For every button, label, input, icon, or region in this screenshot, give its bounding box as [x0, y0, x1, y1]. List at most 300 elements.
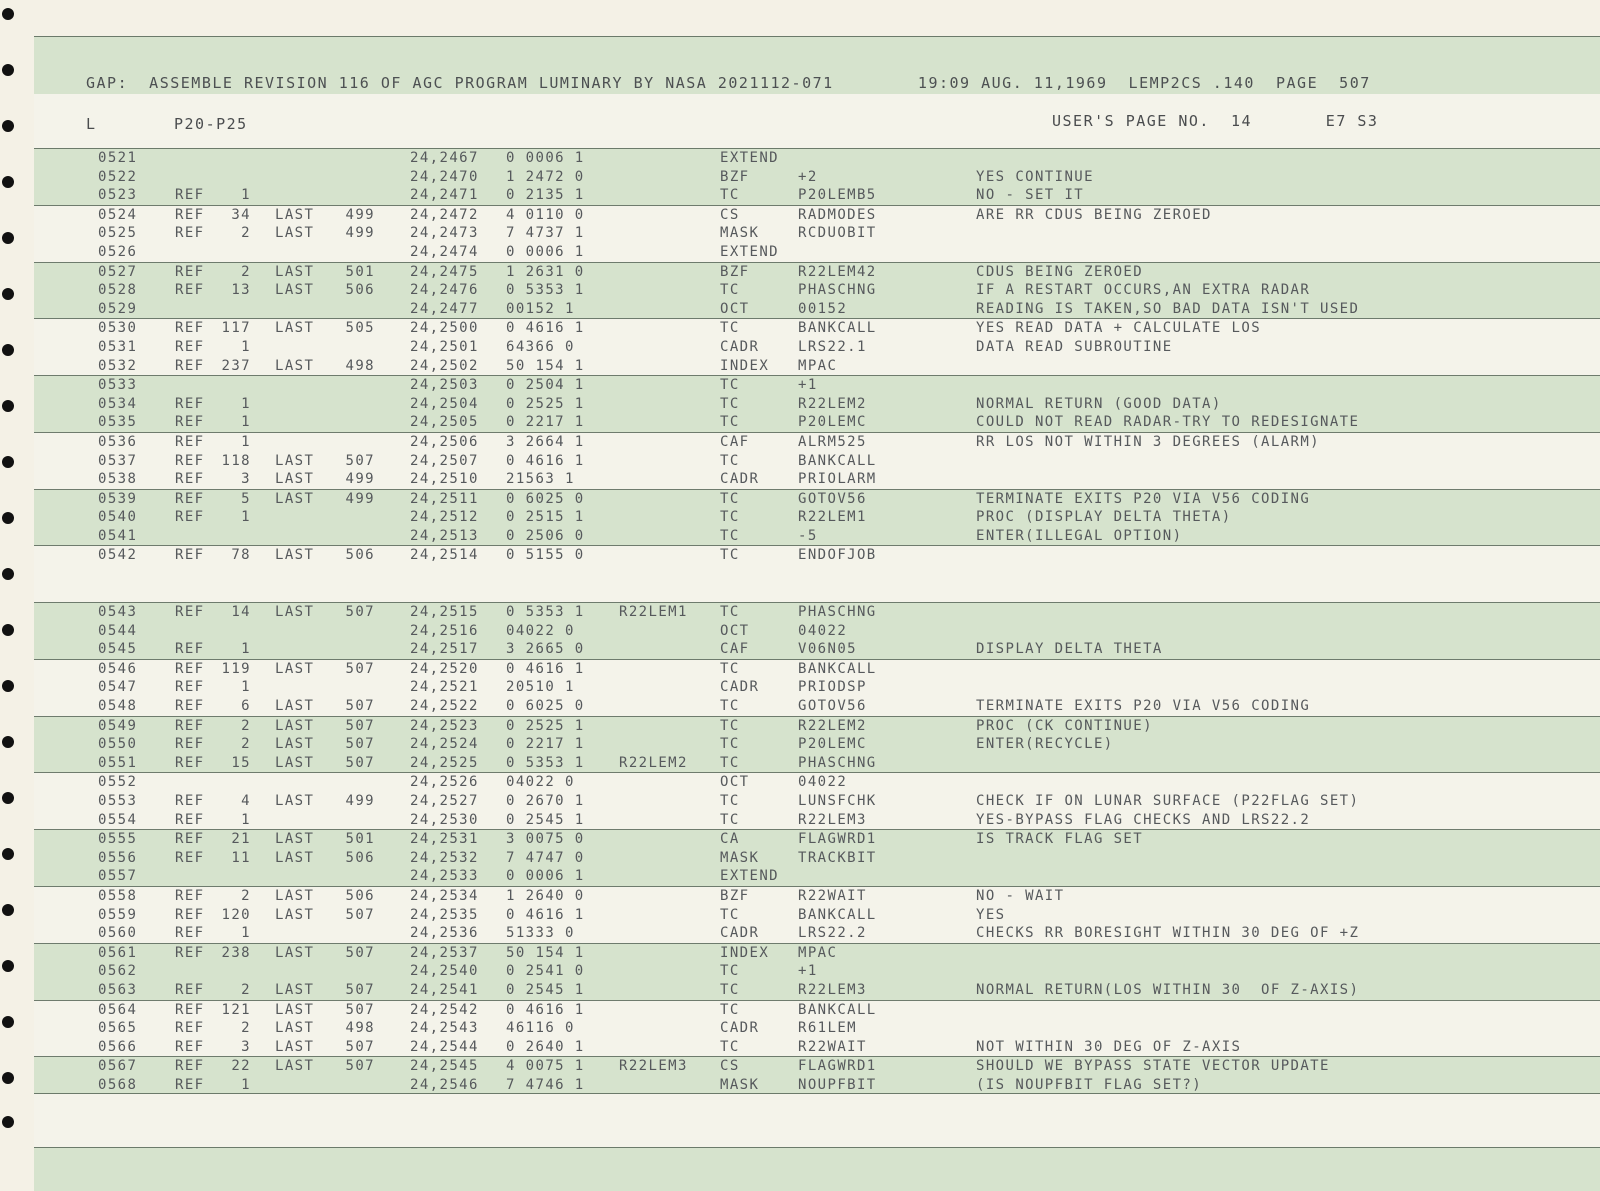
cell-address: 24,2516 [410, 622, 479, 639]
cell-opcode: CAF [720, 433, 750, 450]
cell-last-marker: LAST [275, 1058, 315, 1075]
cell-operand: PRIODSP [798, 679, 867, 696]
cell-operand: BANKCALL [798, 320, 877, 337]
cell-ref-marker: REF [175, 263, 205, 280]
cell-octal-word: 21563 1 [506, 471, 575, 488]
cell-ref-count: 15 [231, 754, 251, 771]
cell-octal-word: 1 2472 0 [506, 168, 585, 185]
cell-line-number: 0522 [98, 168, 138, 185]
cell-opcode: CS [720, 1058, 740, 1075]
cell-ref-count: 238 [221, 944, 251, 961]
cell-opcode: CS [720, 206, 740, 223]
cell-last-page: 506 [345, 849, 375, 866]
cell-opcode: TC [720, 414, 740, 431]
cell-comment: CHECK IF ON LUNAR SURFACE (P22FLAG SET) [976, 793, 1360, 809]
cell-comment: YES [976, 906, 1006, 923]
cell-octal-word: 0 2217 1 [506, 736, 585, 753]
cell-octal-word: 0 2135 1 [506, 187, 585, 204]
cell-ref-marker: REF [175, 849, 205, 866]
cell-opcode: TC [720, 604, 740, 621]
cell-opcode: MASK [720, 225, 760, 242]
cell-ref-marker: REF [175, 641, 205, 658]
cell-address: 24,2506 [410, 433, 479, 450]
cell-ref-marker: REF [175, 225, 205, 242]
cell-ref-marker: REF [175, 604, 205, 621]
cell-octal-word: 04022 0 [506, 774, 575, 791]
cell-last-marker: LAST [275, 906, 315, 923]
cell-opcode: CADR [720, 471, 760, 488]
cell-octal-word: 0 2545 1 [506, 811, 585, 828]
cell-last-page: 498 [345, 357, 375, 374]
listing-row [34, 1076, 1600, 1095]
cell-opcode: TC [720, 1001, 740, 1018]
cell-operand: NOUPFBIT [798, 1076, 877, 1093]
listing-row [34, 829, 1600, 849]
cell-comment: TERMINATE EXITS P20 VIA V56 CODING [976, 698, 1311, 715]
listing-row [34, 1038, 1600, 1057]
cell-last-marker: LAST [275, 282, 315, 299]
cell-line-number: 0553 [98, 793, 138, 809]
cell-operand: R22WAIT [798, 887, 867, 904]
cell-ref-count: 119 [221, 660, 251, 677]
binder-hole [2, 624, 14, 636]
assembly-header: GAP: ASSEMBLE REVISION 116 OF AGC PROGRAM LUMINARY BY NASA 2021112-071 19:09 AUG. 11,1969 LEMP2CS .140 PAGE 507 [86, 74, 1371, 92]
cell-address: 24,2513 [410, 527, 479, 544]
cell-address: 24,2514 [410, 547, 479, 564]
cell-octal-word: 0 0006 1 [506, 868, 585, 885]
listing-row [34, 754, 1600, 773]
cell-last-page: 507 [345, 660, 375, 677]
cell-operand: 04022 [798, 622, 848, 639]
cell-ref-marker: REF [175, 357, 205, 374]
cell-opcode: MASK [720, 849, 760, 866]
cell-ref-count: 3 [241, 1038, 251, 1055]
cell-octal-word: 0 6025 0 [506, 698, 585, 715]
binder-hole [2, 64, 14, 76]
cell-ref-marker: REF [175, 717, 205, 734]
cell-comment: YES READ DATA + CALCULATE LOS [976, 320, 1262, 337]
cell-address: 24,2475 [410, 263, 479, 280]
cell-octal-word: 7 4737 1 [506, 225, 585, 242]
cell-line-number: 0545 [98, 641, 138, 658]
cell-ref-marker: REF [175, 338, 205, 355]
cell-ref-marker: REF [175, 490, 205, 507]
cell-last-marker: LAST [275, 547, 315, 564]
cell-ref-count: 1 [241, 811, 251, 828]
cell-octal-word: 3 0075 0 [506, 831, 585, 848]
cell-address: 24,2530 [410, 811, 479, 828]
cell-opcode: OCT [720, 300, 750, 317]
listing-row [34, 318, 1600, 338]
cell-octal-word: 0 0006 1 [506, 150, 585, 166]
cell-last-page: 505 [345, 320, 375, 337]
cell-last-page: 507 [345, 754, 375, 771]
cell-operand: GOTOV56 [798, 490, 867, 507]
cell-last-page: 507 [345, 1058, 375, 1075]
cell-line-number: 0547 [98, 679, 138, 696]
cell-ref-count: 1 [241, 187, 251, 204]
cell-ref-marker: REF [175, 471, 205, 488]
cell-octal-word: 4 0075 1 [506, 1058, 585, 1075]
cell-octal-word: 20510 1 [506, 679, 575, 696]
cell-last-marker: LAST [275, 206, 315, 223]
cell-operand: R22WAIT [798, 1038, 867, 1055]
cell-last-page: 506 [345, 282, 375, 299]
cell-comment: NO - WAIT [976, 887, 1065, 904]
cell-ref-count: 34 [231, 206, 251, 223]
cell-last-marker: LAST [275, 471, 315, 488]
cell-address: 24,2527 [410, 793, 479, 809]
cell-ref-marker: REF [175, 282, 205, 299]
cell-octal-word: 0 2525 1 [506, 717, 585, 734]
cell-comment: DATA READ SUBROUTINE [976, 338, 1173, 355]
cell-address: 24,2467 [410, 150, 479, 166]
cell-ref-marker: REF [175, 1038, 205, 1055]
cell-comment: RR LOS NOT WITHIN 3 DEGREES (ALARM) [976, 433, 1321, 450]
cell-line-number: 0566 [98, 1038, 138, 1055]
binder-hole [2, 848, 14, 860]
cell-ref-marker: REF [175, 698, 205, 715]
cell-last-marker: LAST [275, 490, 315, 507]
cell-line-number: 0530 [98, 320, 138, 337]
listing-row [34, 867, 1600, 886]
cell-ref-count: 14 [231, 604, 251, 621]
cell-operand: FLAGWRD1 [798, 1058, 877, 1075]
cell-address: 24,2511 [410, 490, 479, 507]
cell-ref-marker: REF [175, 754, 205, 771]
cell-octal-word: 0 4616 1 [506, 1001, 585, 1018]
cell-ref-count: 2 [241, 717, 251, 734]
cell-operand: P20LEMC [798, 414, 867, 431]
cell-opcode: TC [720, 1038, 740, 1055]
cell-last-marker: LAST [275, 225, 315, 242]
binder-hole [2, 288, 14, 300]
cell-opcode: CA [720, 831, 740, 848]
cell-line-number: 0543 [98, 604, 138, 621]
cell-ref-marker: REF [175, 887, 205, 904]
cell-line-number: 0534 [98, 395, 138, 412]
cell-address: 24,2531 [410, 831, 479, 848]
cell-line-number: 0554 [98, 811, 138, 828]
cell-line-number: 0529 [98, 300, 138, 317]
cell-address: 24,2517 [410, 641, 479, 658]
listing-row [34, 886, 1600, 906]
cell-last-marker: LAST [275, 660, 315, 677]
cell-ref-marker: REF [175, 187, 205, 204]
listing-row [34, 849, 1600, 868]
cell-address: 24,2504 [410, 395, 479, 412]
subheader-section: P20-P25 [174, 115, 248, 133]
cell-opcode: MASK [720, 1076, 760, 1093]
cell-opcode: TC [720, 187, 740, 204]
cell-last-marker: LAST [275, 849, 315, 866]
cell-operand: PHASCHNG [798, 604, 877, 621]
cell-last-page: 499 [345, 793, 375, 809]
cell-opcode: TC [720, 660, 740, 677]
cell-operand: BANKCALL [798, 660, 877, 677]
cell-line-number: 0550 [98, 736, 138, 753]
cell-ref-count: 1 [241, 679, 251, 696]
cell-line-number: 0523 [98, 187, 138, 204]
listing-row [34, 622, 1600, 641]
cell-operand: LUNSFCHK [798, 793, 877, 809]
cell-opcode: CADR [720, 1020, 760, 1037]
binder-hole [2, 120, 14, 132]
cell-operand: RADMODES [798, 206, 877, 223]
cell-octal-word: 0 2506 0 [506, 527, 585, 544]
listing-row [34, 981, 1600, 1000]
cell-octal-word: 0 2525 1 [506, 395, 585, 412]
cell-ref-marker: REF [175, 433, 205, 450]
cell-opcode: TC [720, 793, 740, 809]
cell-operand: V06N05 [798, 641, 857, 658]
cell-line-number: 0562 [98, 963, 138, 980]
listing-row [34, 168, 1600, 187]
cell-last-marker: LAST [275, 831, 315, 848]
cell-opcode: INDEX [720, 357, 770, 374]
cell-ref-count: 2 [241, 887, 251, 904]
cell-line-number: 0568 [98, 1076, 138, 1093]
cell-comment: IF A RESTART OCCURS,AN EXTRA RADAR [976, 282, 1311, 299]
cell-octal-word: 0 4616 1 [506, 452, 585, 469]
cell-ref-marker: REF [175, 736, 205, 753]
cell-last-marker: LAST [275, 1001, 315, 1018]
cell-address: 24,2532 [410, 849, 479, 866]
binder-hole [2, 456, 14, 468]
cell-ref-count: 237 [221, 357, 251, 374]
cell-comment: ARE RR CDUS BEING ZEROED [976, 206, 1212, 223]
cell-ref-count: 120 [221, 906, 251, 923]
cell-last-marker: LAST [275, 981, 315, 998]
cell-last-page: 507 [345, 452, 375, 469]
cell-line-number: 0526 [98, 243, 138, 260]
cell-ref-marker: REF [175, 1058, 205, 1075]
listing-row [34, 243, 1600, 262]
cell-ref-count: 1 [241, 338, 251, 355]
cell-operand: +2 [798, 168, 818, 185]
cell-octal-word: 7 4746 1 [506, 1076, 585, 1093]
cell-ref-count: 2 [241, 225, 251, 242]
binder-hole [2, 344, 14, 356]
cell-address: 24,2503 [410, 377, 479, 394]
cell-ref-count: 6 [241, 698, 251, 715]
cell-last-page: 501 [345, 831, 375, 848]
printout-sheet [34, 36, 1600, 1190]
cell-last-page: 506 [345, 887, 375, 904]
cell-address: 24,2474 [410, 243, 479, 260]
cell-opcode: OCT [720, 774, 750, 791]
cell-ref-count: 2 [241, 736, 251, 753]
cell-opcode: TC [720, 395, 740, 412]
cell-octal-word: 4 0110 0 [506, 206, 585, 223]
listing-row [34, 224, 1600, 243]
cell-ref-marker: REF [175, 1020, 205, 1037]
cell-address: 24,2510 [410, 471, 479, 488]
cell-address: 24,2505 [410, 414, 479, 431]
cell-line-number: 0536 [98, 433, 138, 450]
binder-hole [2, 904, 14, 916]
binder-hole [2, 1116, 14, 1128]
cell-last-page: 507 [345, 1038, 375, 1055]
cell-address: 24,2540 [410, 963, 479, 980]
binder-hole [2, 8, 14, 20]
cell-octal-word: 0 2640 1 [506, 1038, 585, 1055]
cell-ref-marker: REF [175, 509, 205, 526]
cell-address: 24,2536 [410, 925, 479, 942]
listing-row [34, 716, 1600, 736]
cell-opcode: TC [720, 282, 740, 299]
cell-opcode: TC [720, 377, 740, 394]
binder-hole [2, 680, 14, 692]
cell-octal-word: 0 0006 1 [506, 243, 585, 260]
cell-address: 24,2544 [410, 1038, 479, 1055]
cell-octal-word: 0 2504 1 [506, 377, 585, 394]
listing-row [34, 545, 1600, 565]
cell-last-page: 499 [345, 471, 375, 488]
cell-comment: IS TRACK FLAG SET [976, 831, 1144, 848]
listing-row [34, 640, 1600, 659]
cell-ref-marker: REF [175, 395, 205, 412]
cell-address: 24,2545 [410, 1058, 479, 1075]
cell-last-marker: LAST [275, 887, 315, 904]
cell-ref-count: 1 [241, 509, 251, 526]
cell-operand: LRS22.1 [798, 338, 867, 355]
user-page-number: USER'S PAGE NO. 14 E7 S3 [1052, 112, 1379, 130]
cell-octal-word: 0 2515 1 [506, 509, 585, 526]
cell-line-number: 0531 [98, 338, 138, 355]
cell-operand: BANKCALL [798, 906, 877, 923]
cell-opcode: TC [720, 736, 740, 753]
listing-row [34, 338, 1600, 357]
cell-ref-marker: REF [175, 981, 205, 998]
cell-operand: PRIOLARM [798, 471, 877, 488]
cell-address: 24,2525 [410, 754, 479, 771]
cell-opcode: TC [720, 509, 740, 526]
listing-row [34, 205, 1600, 225]
cell-line-number: 0541 [98, 527, 138, 544]
cell-line-number: 0555 [98, 831, 138, 848]
cell-address: 24,2521 [410, 679, 479, 696]
cell-octal-word: 46116 0 [506, 1020, 575, 1037]
listing-row [34, 792, 1600, 811]
binder-hole [2, 736, 14, 748]
cell-octal-word: 0 4616 1 [506, 320, 585, 337]
listing-row [34, 1056, 1600, 1076]
cell-opcode: INDEX [720, 944, 770, 961]
cell-octal-word: 0 5353 1 [506, 754, 585, 771]
cell-address: 24,2543 [410, 1020, 479, 1037]
cell-ref-count: 22 [231, 1058, 251, 1075]
cell-operand: 00152 [798, 300, 848, 317]
listing-gap [34, 565, 1600, 602]
cell-operand: +1 [798, 377, 818, 394]
cell-ref-count: 1 [241, 433, 251, 450]
cell-operand: R22LEM3 [798, 981, 867, 998]
cell-octal-word: 0 2217 1 [506, 414, 585, 431]
binder-hole [2, 960, 14, 972]
cell-opcode: BZF [720, 263, 750, 280]
cell-last-marker: LAST [275, 263, 315, 280]
listing-row [34, 149, 1600, 168]
cell-line-number: 0567 [98, 1058, 138, 1075]
cell-address: 24,2535 [410, 906, 479, 923]
cell-ref-marker: REF [175, 320, 205, 337]
listing-row [34, 281, 1600, 300]
cell-address: 24,2472 [410, 206, 479, 223]
cell-operand: R22LEM42 [798, 263, 877, 280]
cell-octal-word: 0 5155 0 [506, 547, 585, 564]
listing-row [34, 906, 1600, 925]
cell-opcode: EXTEND [720, 243, 779, 260]
cell-address: 24,2546 [410, 1076, 479, 1093]
cell-operand: PHASCHNG [798, 754, 877, 771]
cell-line-number: 0528 [98, 282, 138, 299]
cell-line-number: 0551 [98, 754, 138, 771]
cell-opcode: TC [720, 547, 740, 564]
cell-operand: MPAC [798, 357, 838, 374]
footer-band-white [34, 1093, 1600, 1148]
cell-line-number: 0539 [98, 490, 138, 507]
cell-line-number: 0556 [98, 849, 138, 866]
cell-ref-marker: REF [175, 414, 205, 431]
listing-row [34, 375, 1600, 395]
cell-opcode: TC [720, 963, 740, 980]
cell-address: 24,2522 [410, 698, 479, 715]
cell-opcode: TC [720, 527, 740, 544]
cell-last-marker: LAST [275, 357, 315, 374]
binder-hole [2, 232, 14, 244]
cell-comment: NO - SET IT [976, 187, 1085, 204]
cell-address: 24,2523 [410, 717, 479, 734]
cell-address: 24,2541 [410, 981, 479, 998]
cell-operand: R22LEM3 [798, 811, 867, 828]
cell-operand: R22LEM2 [798, 395, 867, 412]
binder-hole [2, 568, 14, 580]
cell-address: 24,2537 [410, 944, 479, 961]
cell-octal-word: 00152 1 [506, 300, 575, 317]
cell-line-number: 0535 [98, 414, 138, 431]
cell-operand: BANKCALL [798, 452, 877, 469]
cell-opcode: TC [720, 717, 740, 734]
binder-hole [2, 176, 14, 188]
cell-operand: +1 [798, 963, 818, 980]
listing-row [34, 186, 1600, 205]
cell-comment: NOT WITHIN 30 DEG OF Z-AXIS [976, 1038, 1242, 1055]
cell-line-number: 0540 [98, 509, 138, 526]
cell-line-number: 0552 [98, 774, 138, 791]
cell-line-number: 0549 [98, 717, 138, 734]
cell-ref-count: 1 [241, 641, 251, 658]
cell-ref-marker: REF [175, 452, 205, 469]
cell-address: 24,2502 [410, 357, 479, 374]
cell-line-number: 0544 [98, 622, 138, 639]
cell-operand: ENDOFJOB [798, 547, 877, 564]
cell-ref-count: 1 [241, 414, 251, 431]
cell-line-number: 0557 [98, 868, 138, 885]
listing-row [34, 452, 1600, 471]
cell-opcode: OCT [720, 622, 750, 639]
cell-octal-word: 0 5353 1 [506, 282, 585, 299]
cell-opcode: TC [720, 906, 740, 923]
cell-ref-count: 3 [241, 471, 251, 488]
cell-last-marker: LAST [275, 1038, 315, 1055]
cell-last-page: 499 [345, 490, 375, 507]
cell-ref-count: 11 [231, 849, 251, 866]
binder-hole [2, 400, 14, 412]
cell-comment: SHOULD WE BYPASS STATE VECTOR UPDATE [976, 1058, 1330, 1075]
cell-octal-word: 7 4747 0 [506, 849, 585, 866]
cell-address: 24,2507 [410, 452, 479, 469]
